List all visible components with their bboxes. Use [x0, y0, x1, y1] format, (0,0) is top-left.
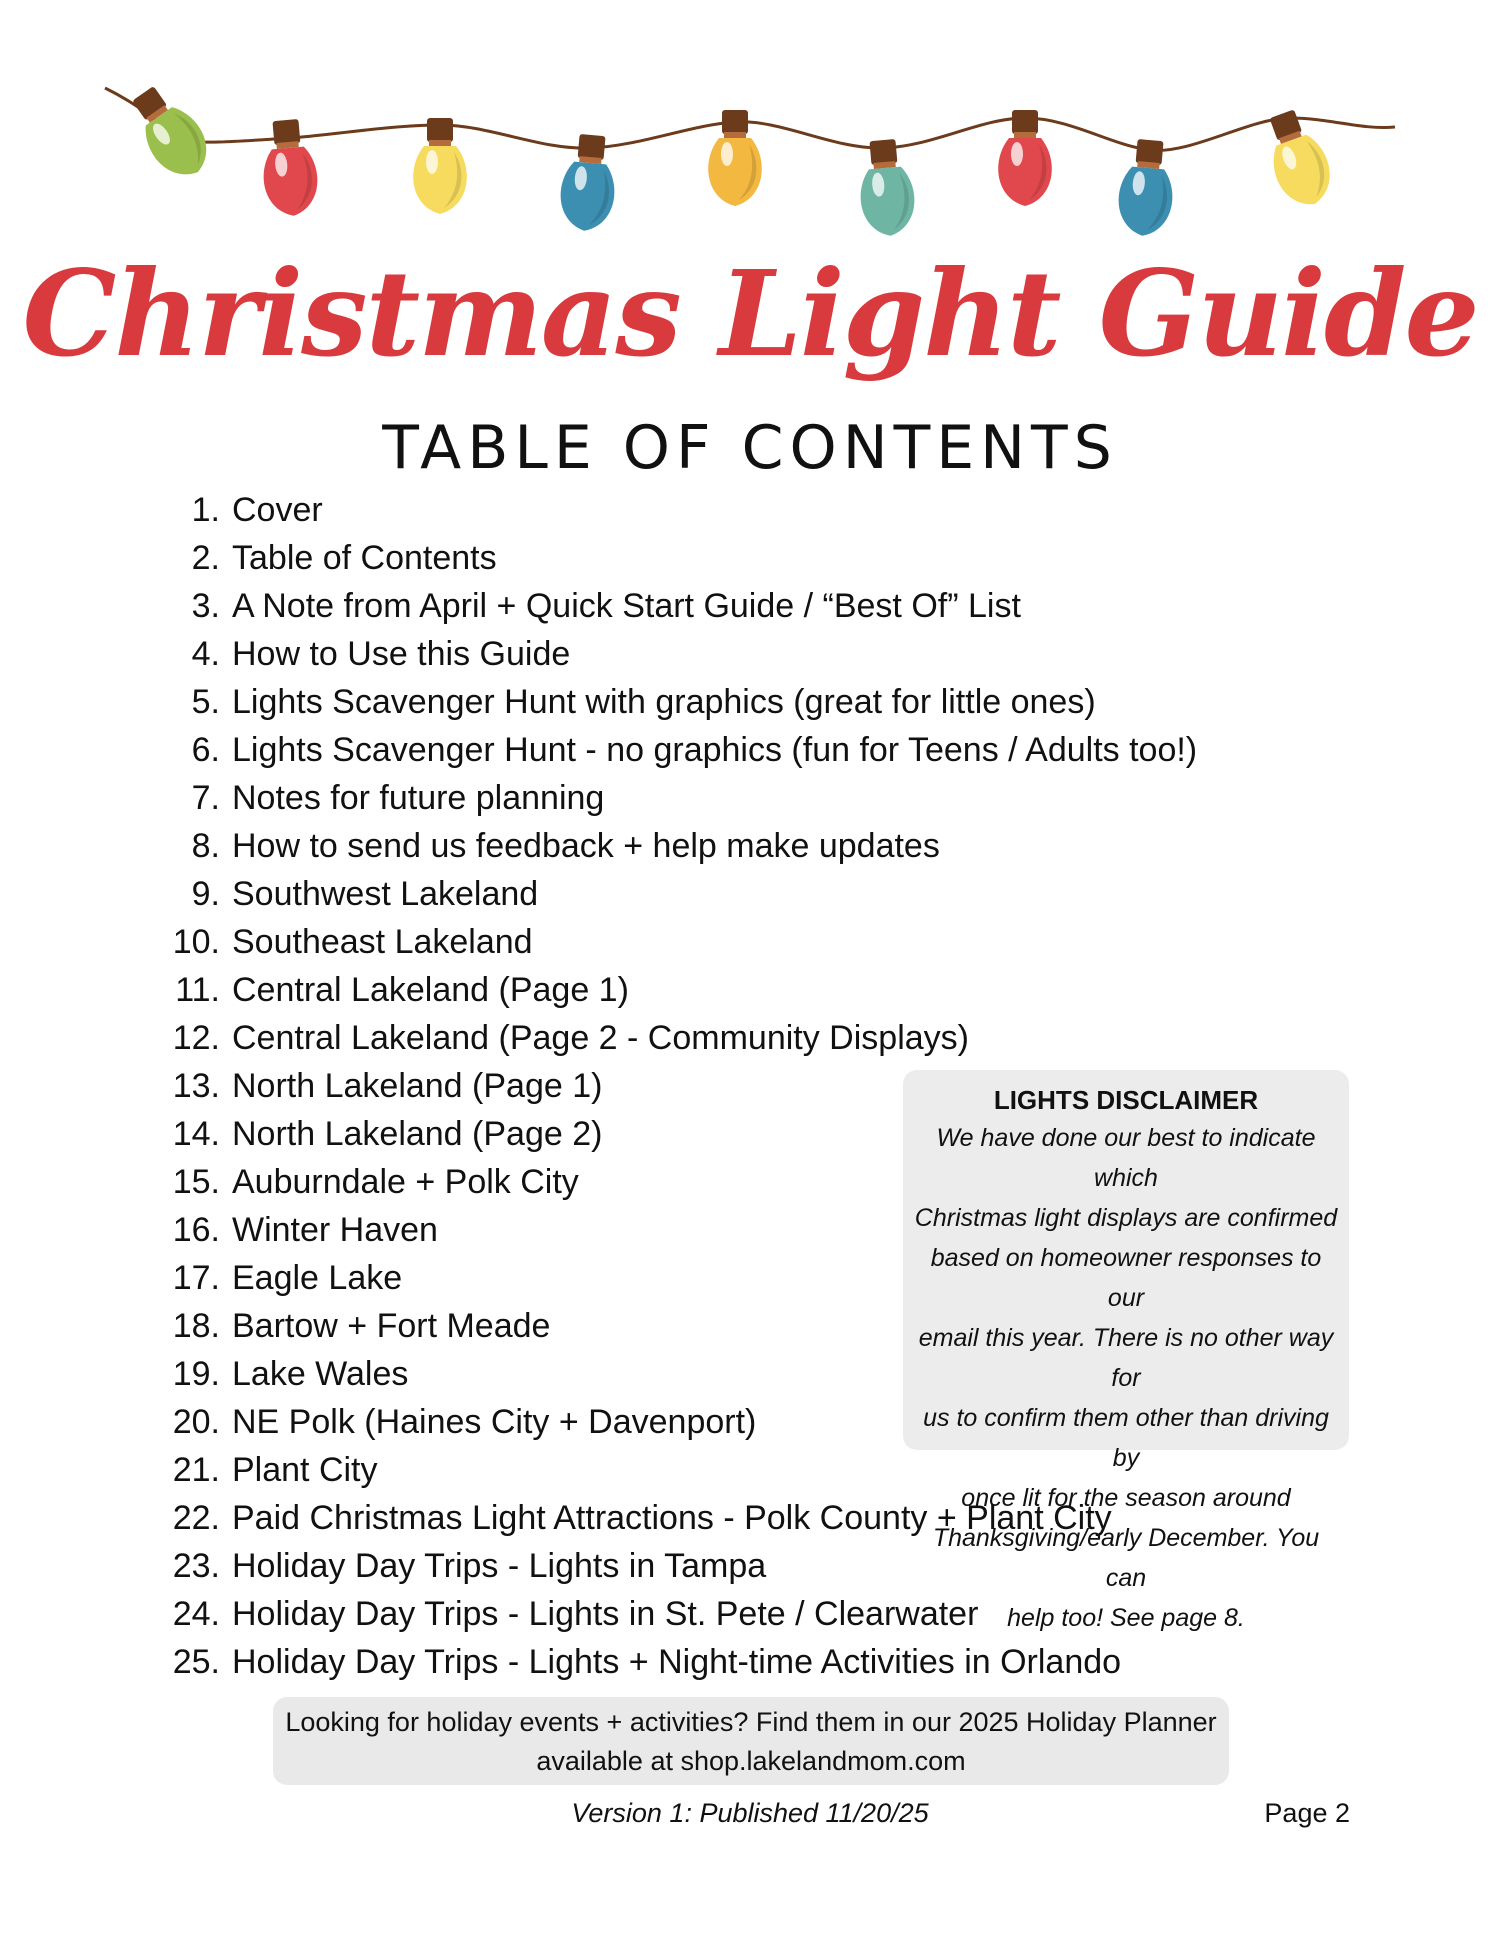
table-of-contents-heading: TABLE OF CONTENTS — [382, 413, 1118, 483]
toc-item-label: Central Lakeland (Page 2 - Community Displays) — [232, 1019, 969, 1057]
toc-item-number: 7. — [191, 779, 220, 817]
toc-item-label: Lights Scavenger Hunt with graphics (great for little ones) — [232, 683, 1096, 721]
toc-item-label: How to Use this Guide — [232, 635, 571, 673]
toc-item-number: 14. — [172, 1115, 220, 1153]
light-bulb-icon — [1116, 138, 1178, 238]
lights-disclaimer-box — [903, 1070, 1349, 1632]
toc-item-label: Notes for future planning — [232, 779, 605, 817]
toc-item-number: 24. — [172, 1595, 220, 1633]
light-bulb-icon — [413, 118, 467, 214]
toc-item — [150, 870, 1350, 918]
toc-item-number: 1. — [191, 491, 220, 529]
disclaimer-line: We have done our best to indicate which — [936, 1124, 1316, 1192]
toc-item-label: Southeast Lakeland — [232, 923, 533, 961]
toc-item-label: Eagle Lake — [232, 1259, 403, 1297]
toc-item — [150, 1638, 1350, 1686]
toc-item — [150, 726, 1350, 774]
disclaimer-line: us to confirm them other than driving by — [923, 1404, 1329, 1472]
toc-item-label: How to send us feedback + help make updates — [232, 827, 940, 865]
toc-item — [150, 966, 1350, 1014]
toc-item-label: Central Lakeland (Page 1) — [232, 971, 629, 1009]
toc-item-label: Plant City — [232, 1451, 378, 1489]
toc-item — [150, 822, 1350, 870]
toc-item-label: Auburndale + Polk City — [232, 1163, 579, 1201]
toc-item — [150, 534, 1350, 582]
toc-item — [150, 774, 1350, 822]
light-bulb-icon — [121, 78, 220, 187]
toc-item-label: Holiday Day Trips - Lights + Night-time Activities in Orlando — [232, 1643, 1122, 1681]
toc-item-number: 3. — [191, 587, 220, 625]
toc-item-number: 16. — [172, 1211, 220, 1249]
toc-item — [150, 486, 1350, 534]
disclaimer-line: once lit for the season around — [961, 1484, 1291, 1512]
toc-item-label: Paid Christmas Light Attractions - Polk County + Plant City — [232, 1499, 1112, 1537]
disclaimer-line: help too! See page 8. — [1007, 1604, 1245, 1632]
toc-item-number: 11. — [175, 971, 220, 1009]
light-bulb-icon — [856, 138, 918, 238]
light-bulb-icon — [998, 110, 1052, 206]
toc-item-label: Lights Scavenger Hunt - no graphics (fun for Teens / Adults too!) — [232, 731, 1198, 769]
toc-item-number: 12. — [172, 1019, 220, 1057]
toc-item-number: 19. — [172, 1355, 220, 1393]
toc-item-number: 20. — [172, 1403, 220, 1441]
toc-item-number: 23. — [172, 1547, 220, 1585]
disclaimer-title: LIGHTS DISCLAIMER — [993, 1085, 1259, 1115]
holiday-planner-callout — [273, 1697, 1229, 1785]
toc-item-number: 25. — [172, 1643, 220, 1681]
toc-item — [150, 918, 1350, 966]
toc-item-label: Winter Haven — [232, 1211, 438, 1249]
toc-item-label: Holiday Day Trips - Lights in St. Pete / Clearwater — [232, 1595, 979, 1633]
toc-item-label: Table of Contents — [232, 539, 497, 577]
toc-item-number: 6. — [191, 731, 220, 769]
toc-item-label: Lake Wales — [232, 1355, 409, 1393]
disclaimer-line: Christmas light displays are confirmed — [914, 1204, 1338, 1232]
guide-script-title: Christmas Light Guide — [22, 244, 1478, 383]
toc-item-number: 10. — [172, 923, 220, 961]
toc-item-label: Bartow + Fort Meade — [232, 1307, 551, 1345]
toc-item-label: NE Polk (Haines City + Davenport) — [232, 1403, 757, 1441]
toc-item-number: 22. — [172, 1499, 220, 1537]
toc-item-number: 9. — [191, 875, 220, 913]
toc-item-number: 21. — [172, 1451, 220, 1489]
toc-item — [150, 630, 1350, 678]
toc-item-label: Cover — [232, 491, 323, 529]
toc-item-number: 2. — [191, 539, 220, 577]
toc-item-number: 15. — [172, 1163, 220, 1201]
disclaimer-line: Thanksgiving/early December. You can — [932, 1524, 1320, 1592]
disclaimer-line: based on homeowner responses to our — [930, 1244, 1322, 1312]
toc-item-number: 8. — [191, 827, 220, 865]
toc-item-label: North Lakeland (Page 1) — [232, 1067, 603, 1105]
planner-line-1: Looking for holiday events + activities? Find them in our 2025 Holiday Planner — [285, 1707, 1217, 1737]
light-bulb-icon — [259, 118, 321, 218]
toc-item-label: Southwest Lakeland — [232, 875, 539, 913]
planner-line-2: available at shop.lakelandmom.com — [536, 1746, 966, 1776]
toc-item-number: 5. — [191, 683, 220, 721]
string-lights-illustration — [0, 0, 1500, 270]
toc-item — [150, 678, 1350, 726]
toc-item-label: A Note from April + Quick Start Guide / “Best Of” List — [232, 587, 1021, 625]
disclaimer-text — [911, 1118, 1341, 1638]
toc-item — [150, 1014, 1350, 1062]
disclaimer-line: email this year. There is no other way for — [918, 1324, 1334, 1392]
toc-item-label: Holiday Day Trips - Lights in Tampa — [232, 1547, 767, 1585]
toc-item-number: 17. — [172, 1259, 220, 1297]
page-number: Page 2 — [1264, 1798, 1350, 1828]
toc-item-number: 4. — [191, 635, 220, 673]
toc-item — [150, 582, 1350, 630]
version-note: Version 1: Published 11/20/25 — [571, 1798, 929, 1828]
toc-item-label: North Lakeland (Page 2) — [232, 1115, 603, 1153]
toc-item-number: 13. — [172, 1067, 220, 1105]
toc-item-number: 18. — [172, 1307, 220, 1345]
